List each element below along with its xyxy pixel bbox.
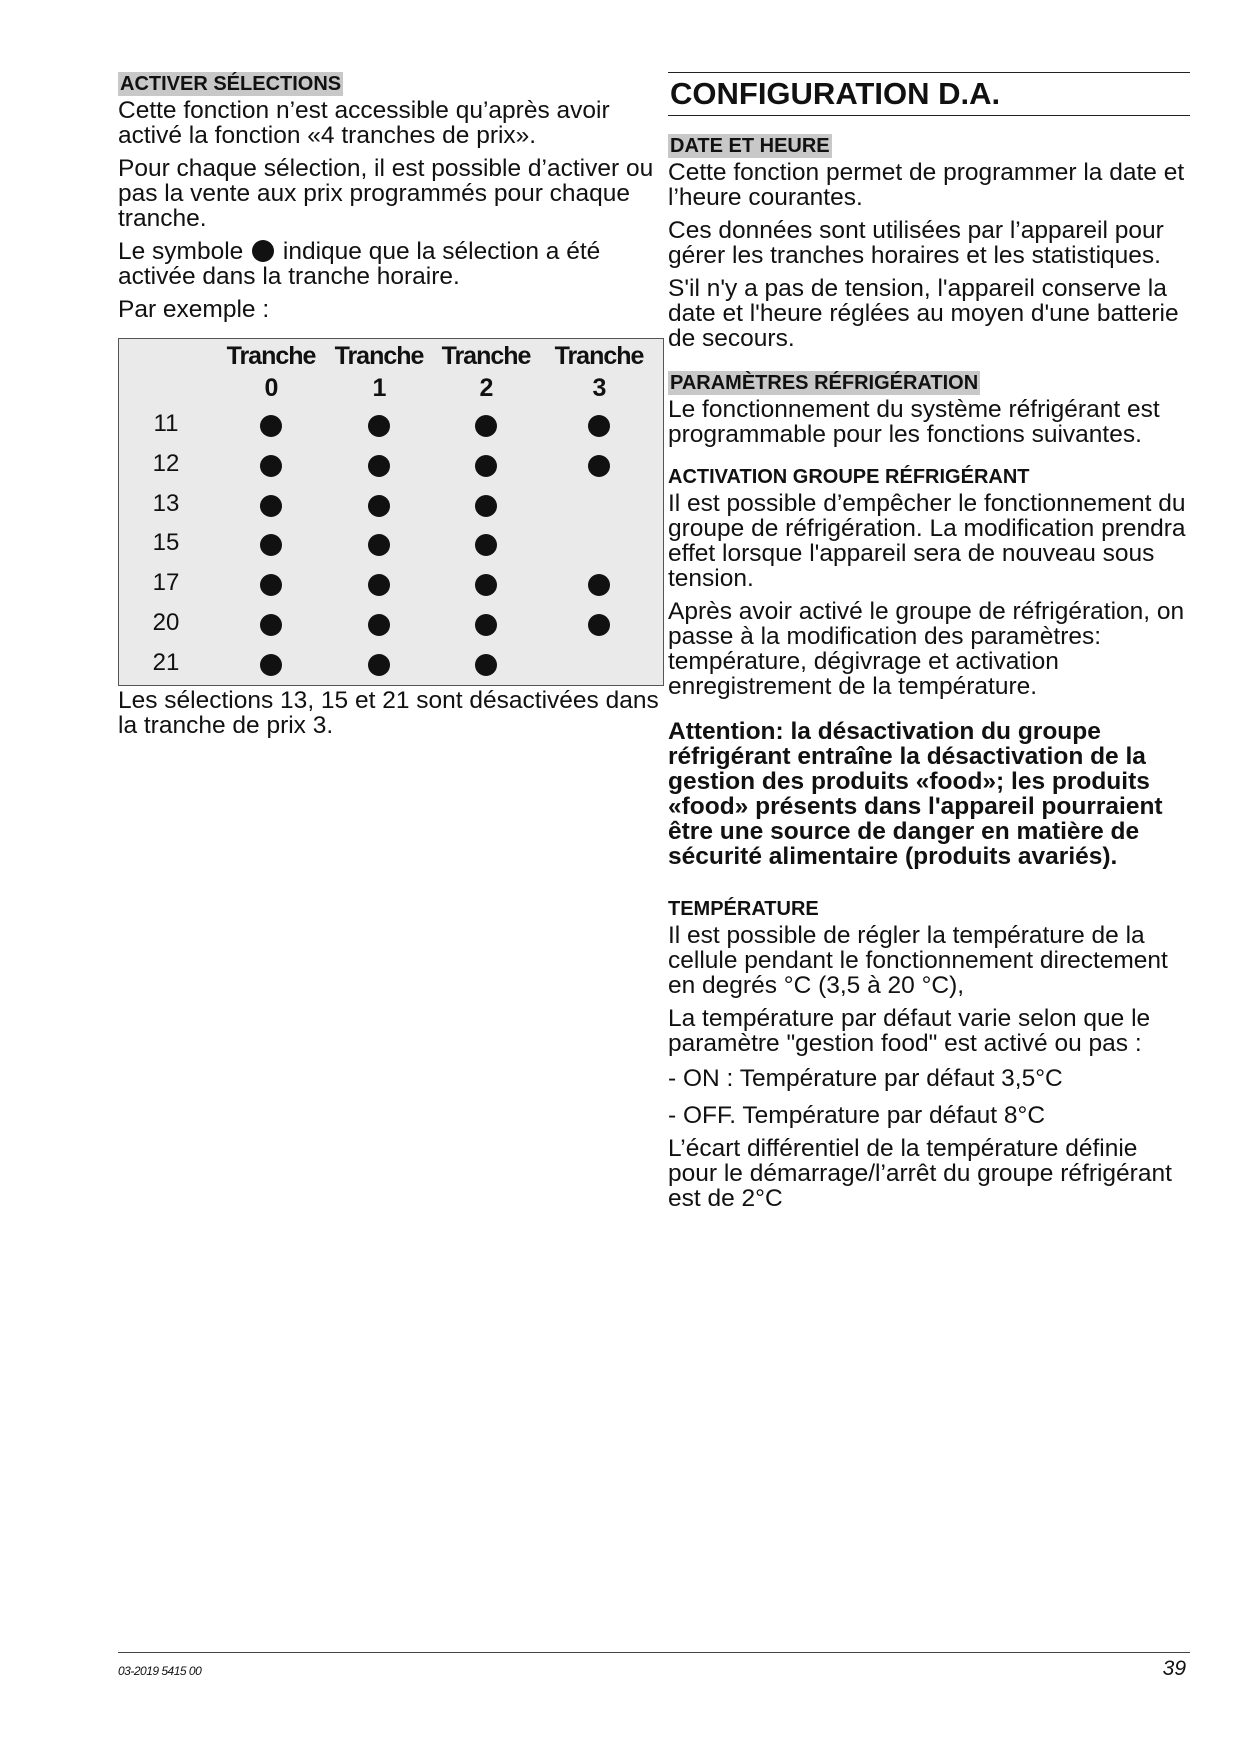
table-row-label: 20 <box>152 609 180 636</box>
paragraph: S'il n'y a pas de tension, l'appareil conserve la date et l'heure réglées au moyen d'une batterie de secours. <box>668 275 1179 352</box>
paragraph: Cette fonction n’est accessible qu’après avoir activé la fonction «4 tranches de prix». <box>118 97 610 149</box>
table-row-label: 15 <box>152 529 180 557</box>
table-header-number: 3 <box>592 374 606 402</box>
active-selection-dot <box>475 654 497 676</box>
temp-on-item: - ON : Température par défaut 3,5°C <box>668 1065 1063 1092</box>
left-column <box>118 72 662 746</box>
page-number: 39 <box>1162 1657 1186 1680</box>
filled-dot-icon <box>252 240 274 262</box>
paragraph: Cette fonction permet de programmer la date et l’heure courantes. <box>668 159 1185 211</box>
table-row-label: 13 <box>152 489 180 517</box>
active-selection-dot <box>368 614 390 636</box>
active-selection-dot <box>475 495 497 517</box>
active-selection-dot <box>588 455 610 477</box>
symbol-text-before: Le symbole <box>118 238 244 265</box>
paragraph: Il est possible d’empêcher le fonctionnement du groupe de réfrigération. La modification prendra effet lorsque l'appareil sera de nouveau sous tension. <box>668 490 1186 592</box>
paragraph: Les sélections 13, 15 et 21 sont désactivées dans la tranche de prix 3. <box>118 687 659 739</box>
subsection-heading-refrigeration: PARAMÈTRES RÉFRIGÉRATION <box>670 372 979 394</box>
warning-text: Attention: la désactivation du groupe réfrigérant entraîne la désactivation de la gestion des produits «food»; les produits «food» présents dans l'appareil pourraient être une source de danger en matière de sécurité alimentaire (produits avariés). <box>668 718 1163 870</box>
active-selection-dot <box>368 574 390 596</box>
footer-rule <box>118 1652 1190 1653</box>
table-header-word: Tranche <box>554 342 644 370</box>
active-selection-dot <box>260 495 282 517</box>
active-selection-dot <box>475 534 497 556</box>
table-header-number: 0 <box>264 374 278 402</box>
table-row-label: 12 <box>152 449 180 477</box>
paragraph: Par exemple : <box>118 296 270 323</box>
active-selection-dot <box>260 574 282 596</box>
subsection-heading-date: DATE ET HEURE <box>670 135 830 157</box>
active-selection-dot <box>368 495 390 517</box>
subsection-heading-temperature: TEMPÉRATURE <box>668 898 819 920</box>
active-selection-dot <box>368 654 390 676</box>
active-selection-dot <box>260 614 282 636</box>
active-selection-dot <box>475 455 497 477</box>
table-header-word: Tranche <box>441 342 531 370</box>
table-header-word: Tranche <box>226 342 316 370</box>
paragraph: Le fonctionnement du système réfrigérant est programmable pour les fonctions suivantes. <box>668 396 1160 448</box>
paragraph: Après avoir activé le groupe de réfrigération, on passe à la modification des paramètres: température, dégivrage et activation enregistrement de la température. <box>668 598 1185 700</box>
active-selection-dot <box>475 614 497 636</box>
paragraph-symbol <box>118 239 662 289</box>
footer-document-code: 03-2019 5415 00 <box>118 1664 202 1678</box>
active-selection-dot <box>475 574 497 596</box>
paragraph: La température par défaut varie selon que le paramètre "gestion food" est activé ou pas : <box>668 1005 1151 1057</box>
active-selection-dot <box>588 574 610 596</box>
paragraph: Ces données sont utilisées par l’appareil pour gérer les tranches horaires et les statistiques. <box>668 217 1164 269</box>
subsection-heading-group: ACTIVATION GROUPE RÉFRIGÉRANT <box>668 466 1030 488</box>
active-selection-dot <box>260 415 282 437</box>
table-row-label: 21 <box>152 648 180 676</box>
active-selection-dot <box>368 415 390 437</box>
section-title: CONFIGURATION D.A. <box>668 72 1190 116</box>
selection-table <box>118 338 664 686</box>
paragraph: Pour chaque sélection, il est possible d’activer ou pas la vente aux prix programmés pour chaque tranche. <box>118 155 654 232</box>
table-row-label: 17 <box>152 569 180 597</box>
active-selection-dot <box>368 534 390 556</box>
active-selection-dot <box>588 614 610 636</box>
right-column <box>668 72 1190 1219</box>
active-selection-dot <box>368 455 390 477</box>
active-selection-dot <box>588 415 610 437</box>
active-selection-dot <box>260 654 282 676</box>
section-heading-activer-selections: ACTIVER SÉLECTIONS <box>120 73 342 95</box>
paragraph: Il est possible de régler la température de la cellule pendant le fonctionnement directement en degrés °C (3,5 à 20 °C), <box>668 922 1168 999</box>
table-row-label: 11 <box>153 410 179 437</box>
paragraph: L’écart différentiel de la température définie pour le démarrage/l’arrêt du groupe réfrigérant est de 2°C <box>668 1135 1172 1212</box>
table-header-number: 1 <box>372 374 386 402</box>
active-selection-dot <box>260 534 282 556</box>
temp-off-item: - OFF. Température par défaut 8°C <box>668 1102 1046 1129</box>
active-selection-dot <box>260 455 282 477</box>
symbol-text-after: indique que la sélection a été activée dans la tranche horaire. <box>118 238 601 290</box>
table-header-number: 2 <box>479 374 493 402</box>
active-selection-dot <box>475 415 497 437</box>
table-header-word: Tranche <box>334 342 424 370</box>
